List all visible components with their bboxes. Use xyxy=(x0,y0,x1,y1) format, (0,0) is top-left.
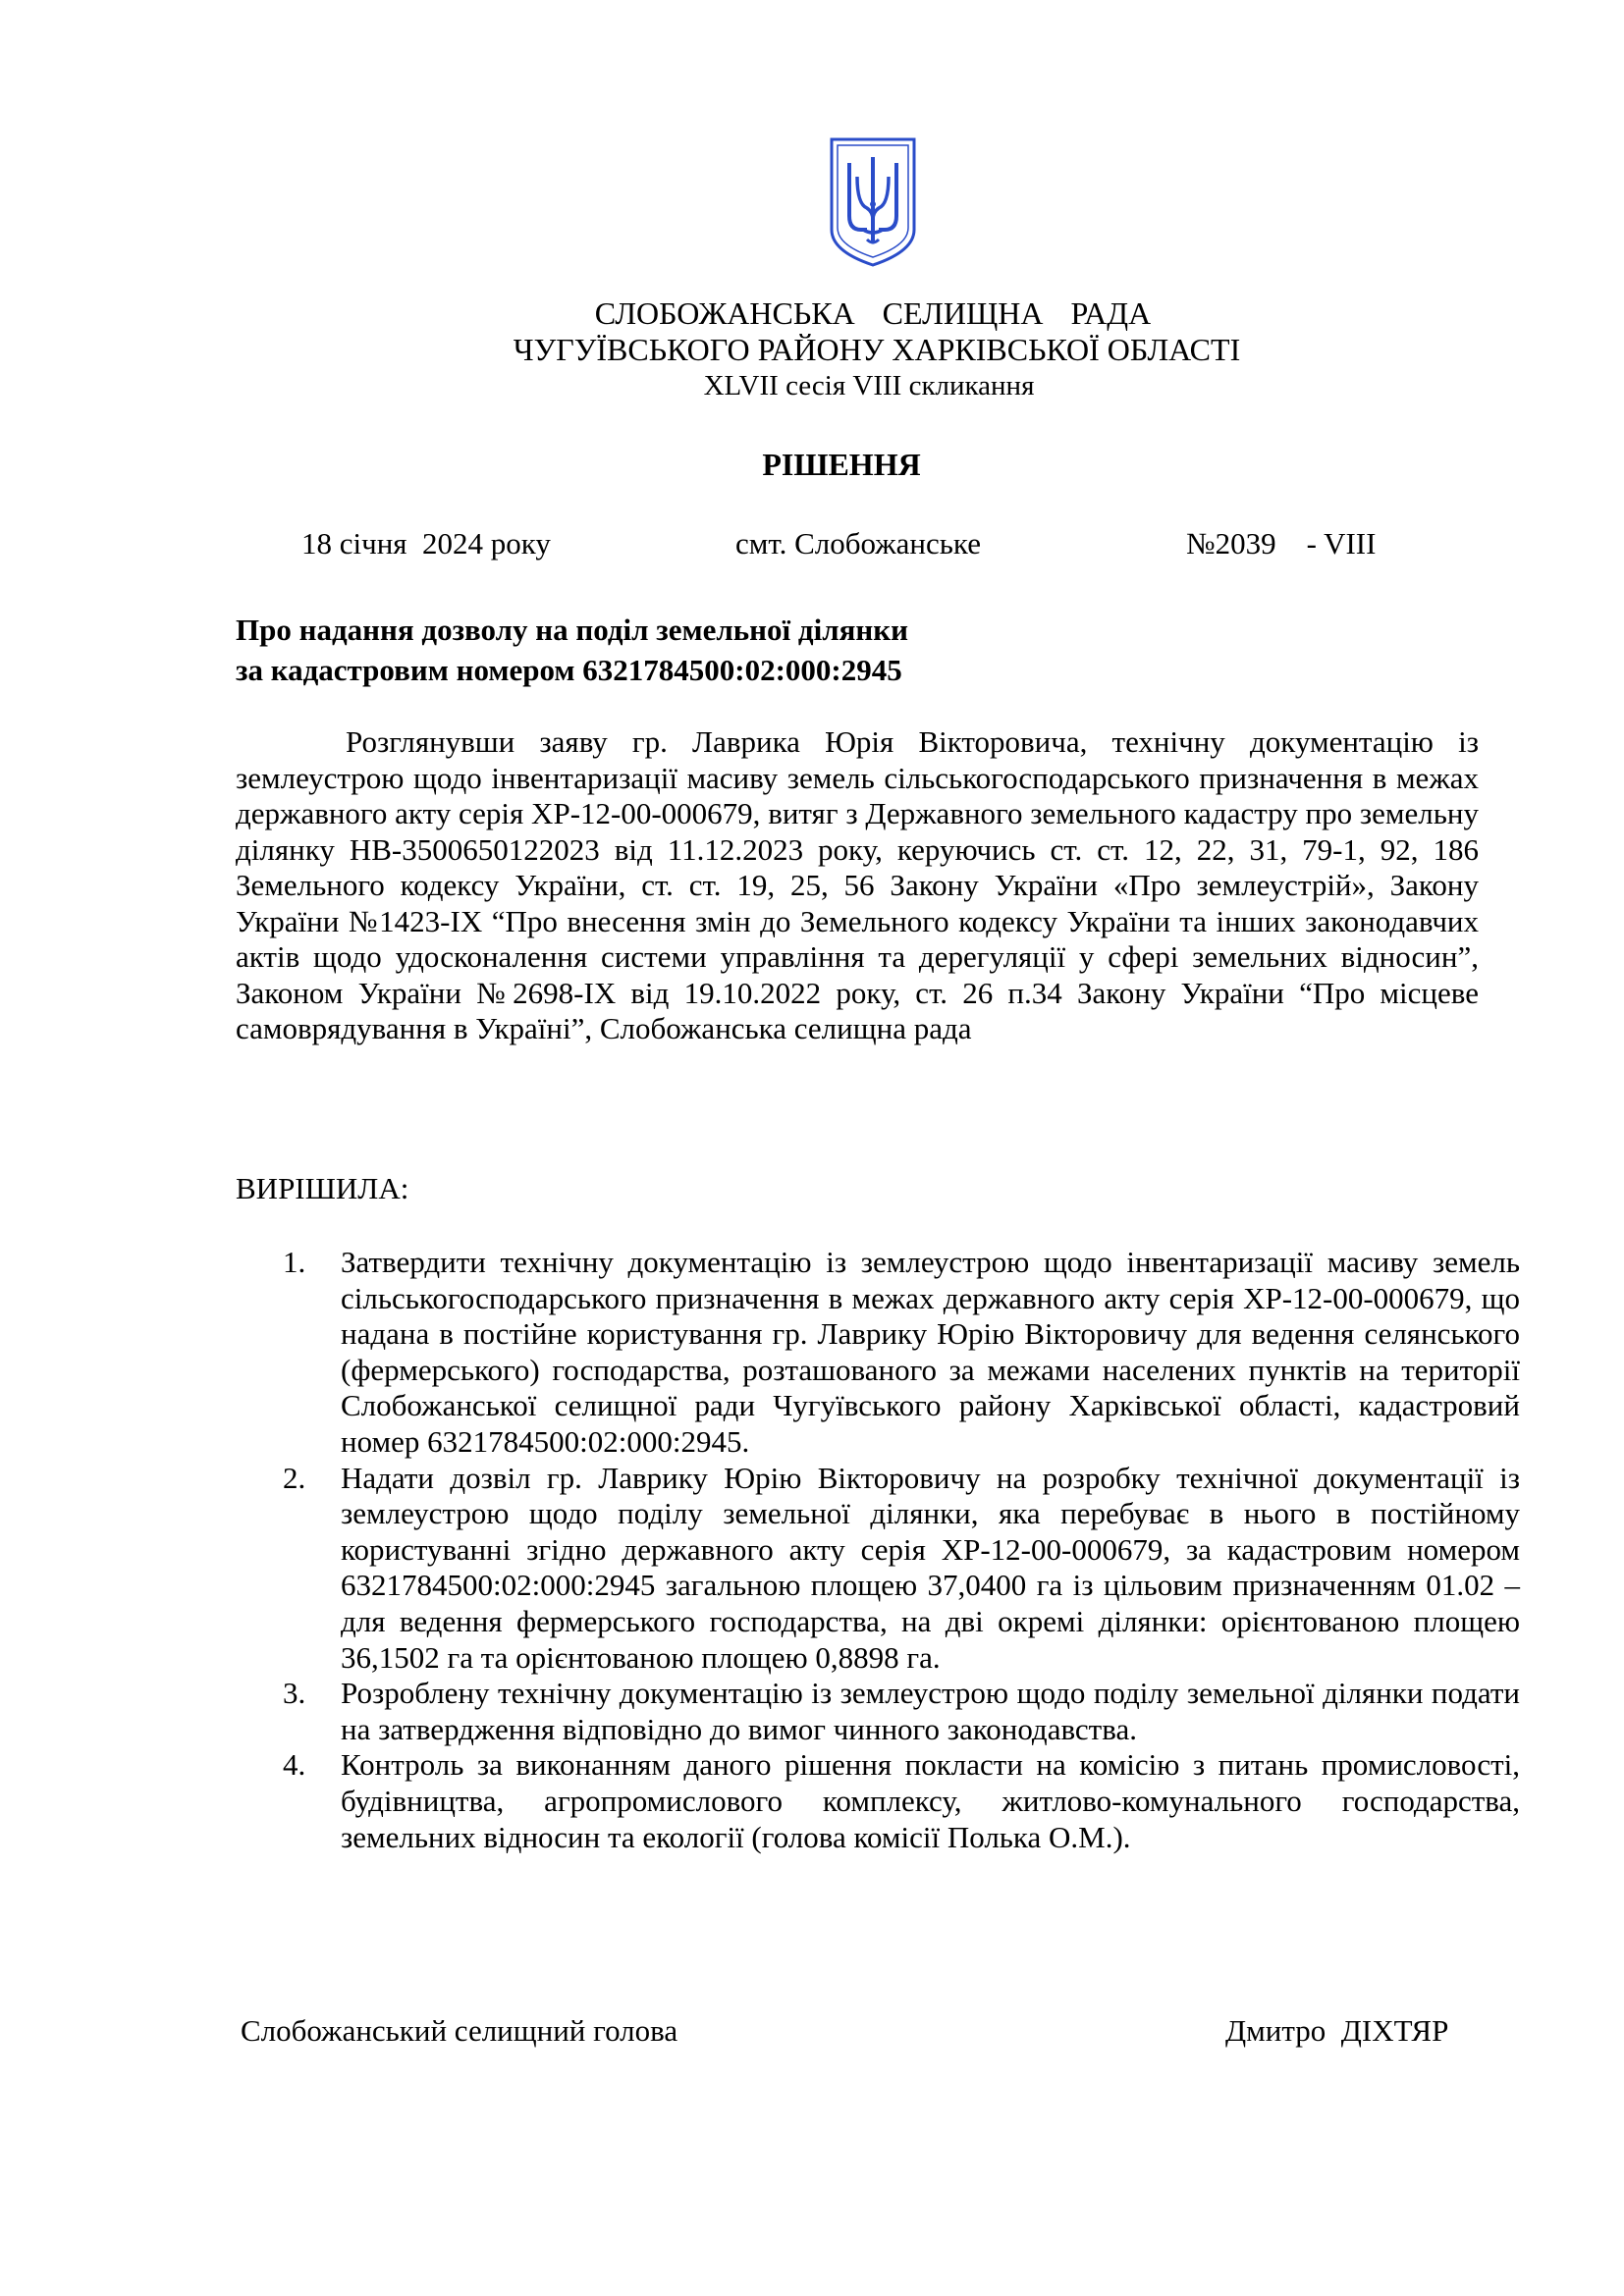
subject-line-1: Про надання дозволу на поділ земельної ділянки xyxy=(236,613,908,647)
coat-of-arms-icon xyxy=(828,135,918,269)
session-info: XLVII сесія VIII скликання xyxy=(703,370,1035,401)
decision-item xyxy=(236,1461,1520,1677)
decision-number: 3. xyxy=(283,1676,306,1711)
decision-number: 2. xyxy=(283,1460,306,1495)
preamble-paragraph: Розглянувши заяву гр. Лаврика Юрія Вікторовича, технічну документацію із землеустрою щодо інвентаризації масиву земель сільськогосподарського призначення в межах державного акту серія ХР-12-00-000679, витяг з Державного земельного кадастру про земельну ділянку НВ-3500650122023 від 11.12.2023 року, керуючись ст. ст. 12, 22, 31, 79-1, 92, 186 Земельного кодексу України, ст. ст. 19, 25, 56 Закону України «Про землеустрій», Закону України №1423-ІХ “Про внесення змін до Земельного кодексу України та інших законодавчих актів щодо удосконалення системи управління та дерегуляції у сфері земельних відносин”, Законом України №2698-ІХ від 19.10.2022 року, ст. 26 п.34 Закону України “Про місцеве самоврядування в Україні”, Слобожанська селищна рада xyxy=(236,724,1479,1045)
document-place: смт. Слобожанське xyxy=(735,526,981,561)
council-name: СЛОБОЖАНСЬКА СЕЛИЩНА РАДА xyxy=(594,295,1152,331)
decision-number: 4. xyxy=(283,1747,306,1783)
decision-text: Надати дозвіл гр. Лаврику Юрію Вікторовичу на розробку технічної документації із землеустрою щодо поділу земельної ділянки, яка перебуває в нього в постійному користуванні згідно державного акту серія ХР-12-00-000679, за кадастровим номером 6321784500:02:000:2945 загальною площею 37,0400 га із цільовим призначенням 01.02 – для ведення фермерського господарства, на дві окремі ділянки: орієнтованою площею 36,1502 га та орієнтованою площею 0,8898 га. xyxy=(341,1460,1520,1675)
decision-text: Контроль за виконанням даного рішення покласти на комісію з питань промисловості, будівництва, агропромислового комплексу, житлово-комунального господарства, земельних відносин та екології (голова комісії Полька О.М.). xyxy=(341,1747,1520,1854)
document-title: РІШЕННЯ xyxy=(762,447,921,482)
decision-item xyxy=(236,1245,1520,1461)
subject-line-2: за кадастровим номером 6321784500:02:000:2945 xyxy=(236,653,902,687)
document-number: №2039 - VIII xyxy=(1186,526,1377,561)
document-date: 18 січня 2024 року xyxy=(301,526,551,561)
decision-text: Затвердити технічну документацію із землеустрою щодо інвентаризації масиву земель сільськогосподарського призначення в межах державного акту серія ХР-12-00-000679, що надана в постійне користування гр. Лаврику Юрію Вікторовичу для ведення селянського (фермерського) господарства, розташованого за межами населених пунктів на території Слобожанської селищної ради Чугуївського району Харківської області, кадастровий номер 6321784500:02:000:2945. xyxy=(341,1245,1520,1459)
decision-item xyxy=(236,1747,1520,1855)
decision-number: 1. xyxy=(283,1245,306,1279)
document-subject xyxy=(236,610,908,690)
resolved-label: ВИРІШИЛА: xyxy=(236,1171,409,1205)
decisions-list xyxy=(236,1245,1520,1855)
signatory-name: Дмитро ДІХТЯР xyxy=(1225,2013,1449,2048)
decision-text: Розроблену технічну документацію із землеустрою щодо поділу земельної ділянки подати на затвердження відповідно до вимог чинного законодавства. xyxy=(341,1676,1520,1746)
signatory-title: Слобожанський селищний голова xyxy=(241,2013,678,2048)
decision-item xyxy=(236,1676,1520,1747)
district-name: ЧУГУЇВСЬКОГО РАЙОНУ ХАРКІВСЬКОЇ ОБЛАСТІ xyxy=(513,332,1241,367)
